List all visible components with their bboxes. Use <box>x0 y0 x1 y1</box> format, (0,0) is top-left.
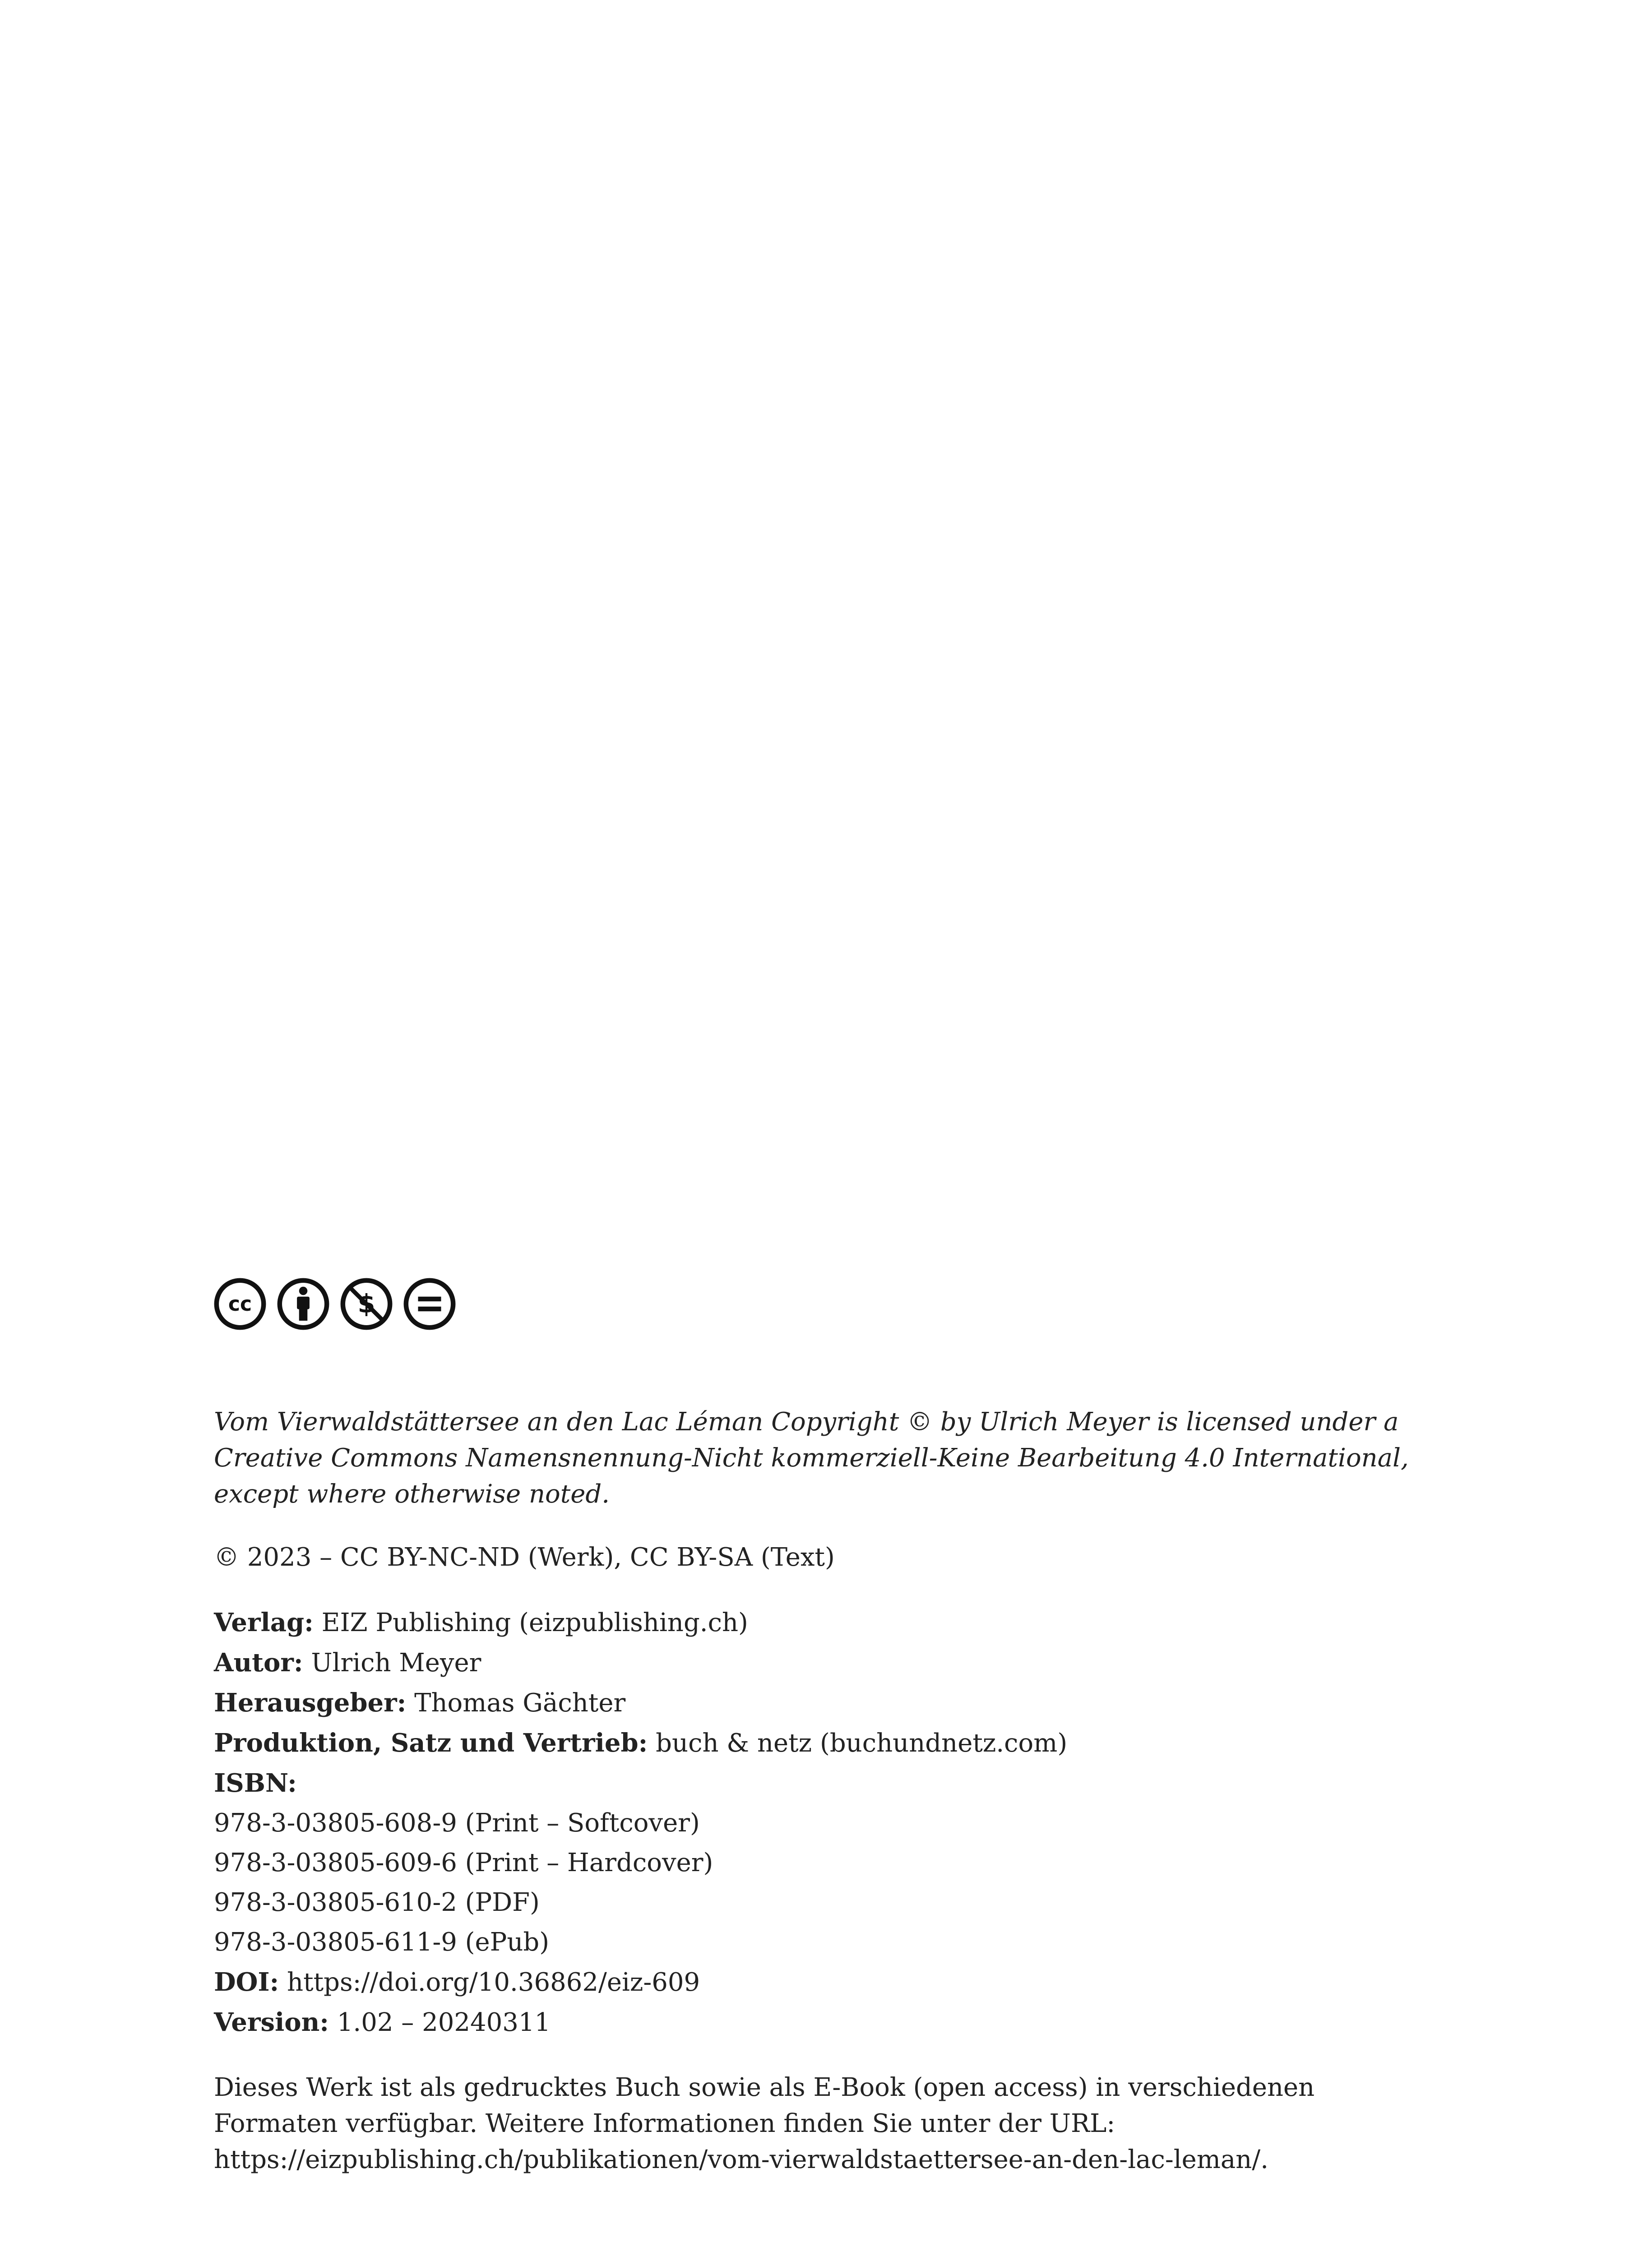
produktion-line <box>214 1723 1432 1763</box>
copyright-line: © 2023 – CC BY-NC-ND (Werk), CC BY-SA (Text) <box>214 1543 835 1572</box>
isbn-label-line <box>214 1763 1432 1803</box>
by-attribution-icon <box>277 1278 329 1330</box>
svg-text:$: $ <box>357 1289 375 1319</box>
isbn-epub: 978-3-03805-611-9 (ePub) <box>214 1928 550 1957</box>
herausgeber-label: Herausgeber: <box>214 1688 407 1718</box>
autor-line <box>214 1643 1432 1683</box>
imprint-content <box>214 1278 1432 2178</box>
cc-icon <box>214 1278 266 1330</box>
produktion-label: Produktion, Satz und Vertrieb: <box>214 1728 648 1758</box>
autor-value: Ulrich Meyer <box>303 1648 481 1678</box>
license-statement: Vom Vierwaldstättersee an den Lac Léman Copyright © by Ulrich Meyer is licensed under a Creative Commons Namensnennung-Nicht kommerziell-Keine Bearbeitung 4.0 International, except where otherwise noted. <box>214 1407 1409 1509</box>
isbn-label: ISBN: <box>214 1768 297 1798</box>
availability-url: https://eizpublishing.ch/publikationen/vom-vierwaldstaettersee-an-den-lac-leman/. <box>214 2145 1269 2174</box>
produktion-value: buch & netz (buchundnetz.com) <box>648 1729 1068 1758</box>
svg-text:cc: cc <box>228 1293 252 1316</box>
nc-noncommercial-icon <box>340 1278 393 1330</box>
verlag-label: Verlag: <box>214 1608 314 1637</box>
isbn-softcover: 978-3-03805-608-9 (Print – Softcover) <box>214 1808 700 1838</box>
herausgeber-value: Thomas Gächter <box>406 1688 626 1718</box>
autor-label: Autor: <box>214 1648 303 1678</box>
imprint-details <box>214 1603 1432 2043</box>
isbn-pdf: 978-3-03805-610-2 (PDF) <box>214 1888 540 1917</box>
availability-text: Dieses Werk ist als gedrucktes Buch sowie als E-Book (open access) in verschiedenen Formaten verfügbar. Weitere Informationen finden Sie unter der URL: <box>214 2073 1315 2138</box>
doi-value: https://doi.org/10.36862/eiz-609 <box>279 1968 700 1997</box>
version-label: Version: <box>214 2007 329 2037</box>
doi-line <box>214 1962 1432 2002</box>
license-icons <box>214 1278 1432 1330</box>
verlag-line <box>214 1603 1432 1643</box>
version-line <box>214 2002 1432 2043</box>
version-value: 1.02 – 20240311 <box>329 2008 551 2037</box>
doi-label: DOI: <box>214 1967 279 1997</box>
isbn-hardcover: 978-3-03805-609-6 (Print – Hardcover) <box>214 1848 713 1877</box>
nd-noderivatives-icon <box>403 1278 456 1330</box>
herausgeber-line <box>214 1683 1432 1723</box>
verlag-value: EIZ Publishing (eizpublishing.ch) <box>313 1608 748 1637</box>
